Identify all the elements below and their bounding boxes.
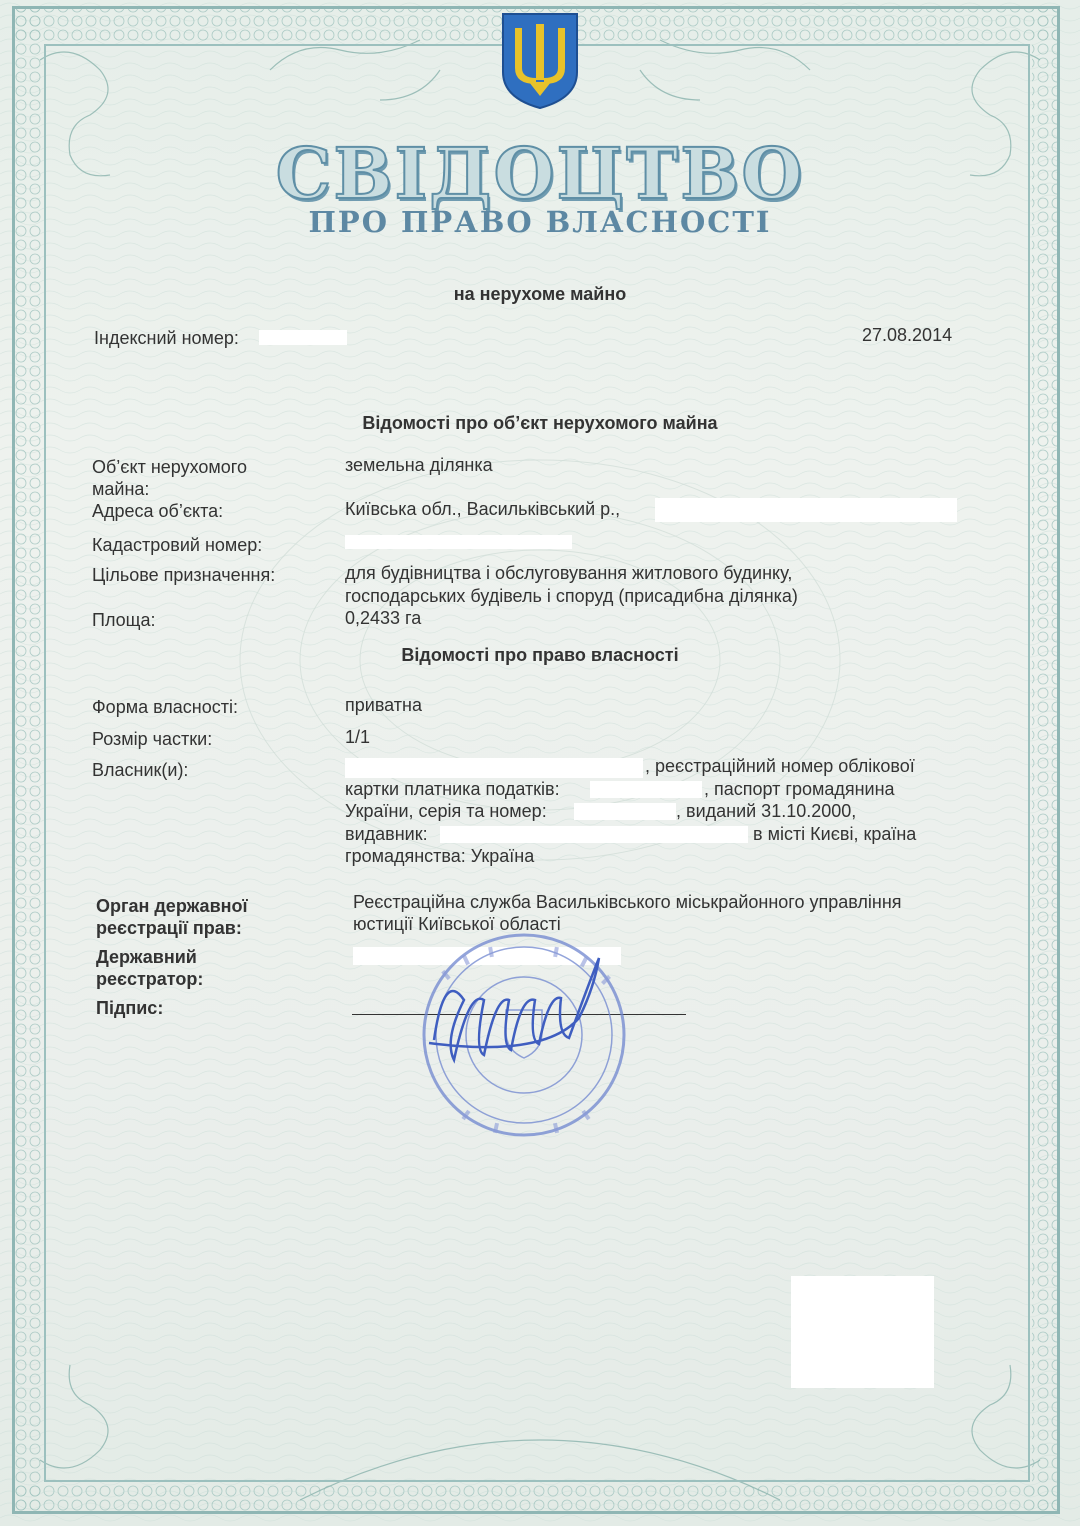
issuer-redaction — [440, 826, 748, 843]
authority-value-line-2: юстиції Київської області — [353, 914, 561, 934]
ownership-form-label: Форма власності: — [92, 697, 238, 717]
owner-label: Власник(и): — [92, 760, 189, 780]
property-type-heading: на нерухоме майно — [453, 284, 627, 304]
owner-text-line-3b: , виданий 31.10.2000, — [676, 801, 857, 821]
owner-text-line-2b: , паспорт громадянина — [704, 779, 895, 799]
purpose-value-line-1: для будівництва і обслуговування житлового будинку, — [345, 563, 793, 583]
document-title: СВІДОЦТВО — [275, 132, 805, 215]
owner-text-line-1: , реєстраційний номер облікової — [645, 756, 915, 776]
owner-text-line-4b: в місті Києві, країна — [753, 824, 917, 844]
authority-value-line-1: Реєстраційна служба Васильківського міськрайонного управління — [353, 892, 902, 912]
index-number-redaction — [259, 330, 347, 345]
address-redaction — [655, 498, 957, 522]
address-value: Київська обл., Васильківський р., — [345, 499, 621, 519]
authority-label-cont: реєстрації прав: — [96, 918, 242, 938]
area-value: 0,2433 га — [345, 608, 422, 628]
share-size-label: Розмір частки: — [92, 729, 213, 749]
purpose-label: Цільове призначення: — [92, 565, 276, 585]
purpose-value-line-2: господарських будівель і споруд (присадибна ділянка) — [345, 586, 798, 606]
signature-label: Підпис: — [96, 998, 164, 1018]
ownership-section-heading: Відомості про право власності — [401, 645, 679, 665]
trident-emblem-icon — [499, 10, 581, 110]
issue-date: 27.08.2014 — [862, 325, 953, 345]
passport-redaction — [574, 803, 676, 820]
authority-label: Орган державної — [96, 896, 248, 916]
cadastral-redaction — [345, 535, 572, 549]
owner-text-line-4a: видавник: — [345, 824, 428, 844]
share-size-value: 1/1 — [345, 727, 371, 747]
area-label: Площа: — [92, 610, 156, 630]
signature-scribble — [429, 958, 599, 1060]
object-label: Об’єкт нерухомого — [92, 457, 247, 477]
registrar-label: Державний — [96, 947, 197, 967]
tax-number-redaction — [590, 781, 702, 798]
object-section-heading: Відомості про об’єкт нерухомого майна — [362, 413, 718, 433]
barcode-redaction — [791, 1276, 934, 1388]
index-number-label: Індексний номер: — [94, 328, 239, 348]
owner-text-line-5: громадянства: Україна — [345, 846, 535, 866]
official-stamp-icon — [404, 930, 644, 1140]
owner-name-redaction — [345, 758, 643, 778]
owner-text-line-2a: картки платника податків: — [345, 779, 560, 799]
ownership-form-value: приватна — [345, 695, 422, 715]
address-label: Адреса об’єкта: — [92, 501, 224, 521]
document-subtitle: ПРО ПРАВО ВЛАСНОСТІ — [308, 205, 772, 239]
object-value: земельна ділянка — [345, 455, 493, 475]
object-label-cont: майна: — [92, 479, 150, 499]
cadastral-label: Кадастровий номер: — [92, 535, 263, 555]
owner-text-line-3a: України, серія та номер: — [345, 801, 547, 821]
registrar-label-cont: реєстратор: — [96, 969, 204, 989]
